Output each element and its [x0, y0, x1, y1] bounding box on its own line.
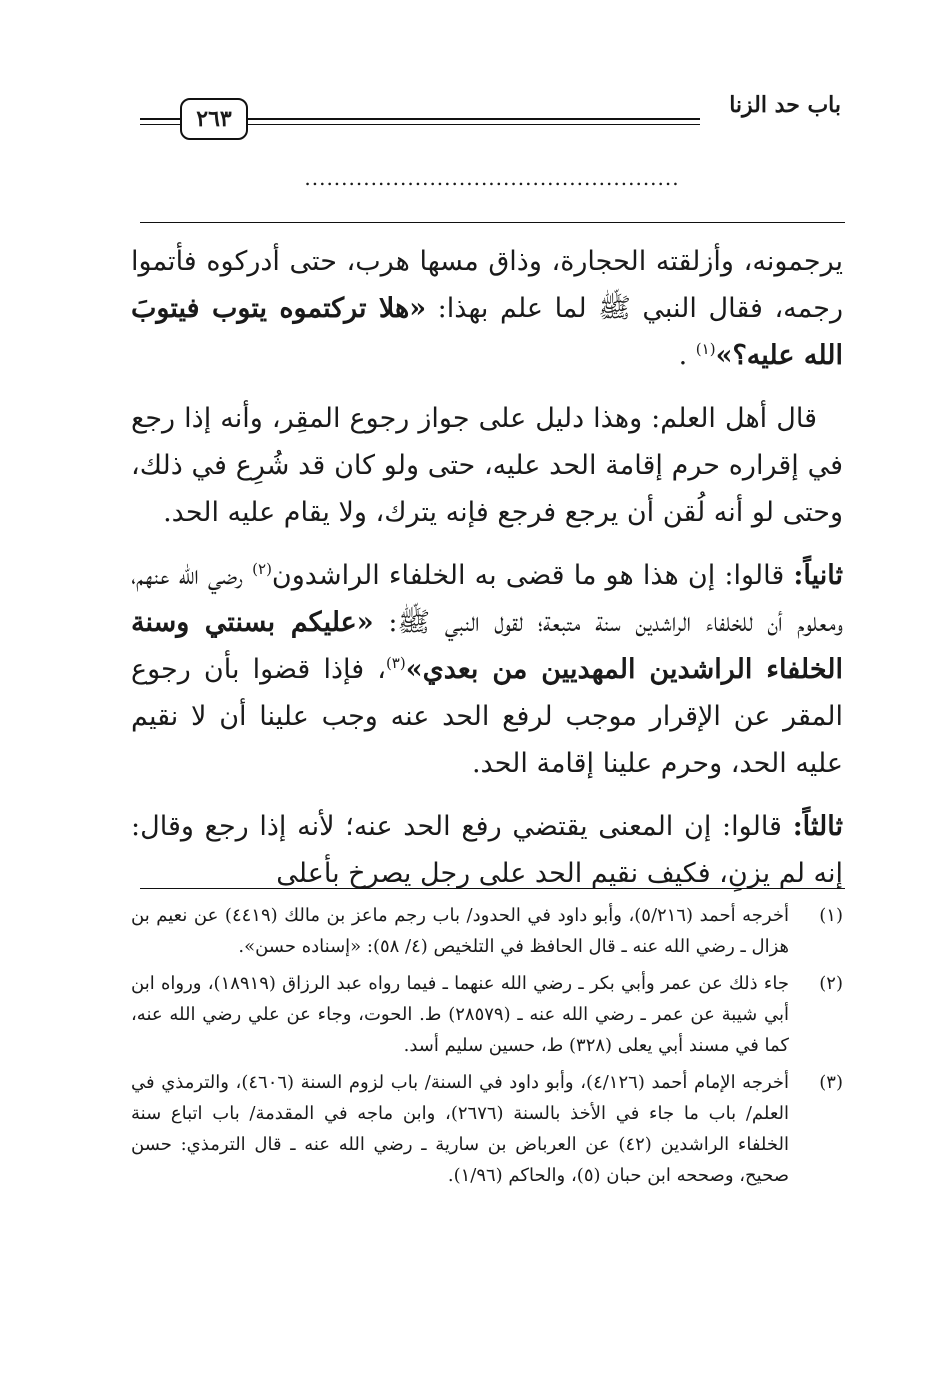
footnote-number: (٣): [819, 1072, 843, 1093]
footnote-ref-3: (٣): [385, 654, 406, 672]
paragraph-3-text-1: قالوا: إن هذا هو ما قضى به الخلفاء الراشدون: [271, 560, 794, 591]
paragraph-1-text: يرجمونه، وأزلقته الحجارة، وذاق مسها هرب، حتى أدركوه فأتموا رجمه، فقال النبي ﷺ لما علم بهذا:: [131, 246, 843, 324]
footnote-ref-1: (١): [695, 340, 716, 358]
footnotes: [131, 900, 843, 1197]
paragraph-1: [131, 238, 843, 379]
dotted-separator: ...................................................: [304, 166, 680, 190]
footnote-1: [131, 900, 843, 962]
footnote-2: [131, 968, 843, 1061]
footnote-text: جاء ذلك عن عمر وأبي بكر ـ رضي الله عنهما ـ فيما رواه عبد الرزاق (١٨٩١٩)، ورواه ابن أبي شيبة عن عمر ـ رضي الله عنه ـ (٢٨٥٧٩) ط. الحوت، وجاء عن علي رضي الله عنه، كما في مسند أبي يعلى (٣٢٨) ط، حسين سليم أسد.: [131, 973, 789, 1056]
footnote-text: أخرجه أحمد (٥/٢١٦)، وأبو داود في الحدود/ باب رجم ماعز بن مالك (٤٤١٩) عن نعيم بن هزال ـ رضي الله عنه ـ قال الحافظ في التلخيص (٤/ ٥٨): «إسناده حسن».: [131, 905, 789, 957]
running-head: باب حد الزنا: [729, 92, 841, 118]
top-rule: [140, 222, 845, 223]
hadith-quote-2: «عليكم بسنتي وسنة الخلفاء الراشدين المهديين من بعدي»: [131, 607, 843, 685]
paragraph-3-text-2: رضي الله عنهم، ومعلوم أن للخلفاء الراشدين سنة متبعة؛ لقول النبي ﷺ:: [131, 560, 844, 638]
footnote-text: أخرجه الإمام أحمد (٤/١٢٦)، وأبو داود في السنة/ باب لزوم السنة (٤٦٠٦)، والترمذي في العلم/ باب ما جاء في الأخذ بالسنة (٢٦٧٦)، وابن ماجه في المقدمة/ باب اتباع سنة الخلفاء الراشدين (٤٢) عن العرباض بن سارية ـ رضي الله عنه ـ قال الترمذي: حسن صحيح، وصححه ابن حبان (٥)، والحاكم (١/٩٦).: [131, 1072, 790, 1186]
point-two-label: ثانياً:: [793, 560, 843, 591]
footnote-3: [131, 1067, 843, 1191]
paragraph-3: [131, 552, 843, 787]
hadith-quote-1: «هلا تركتموه يتوب فيتوبَ الله عليه؟»: [131, 293, 843, 371]
paragraph-3-text-3: ، فإذا قضوا بأن رجوع المقر عن الإقرار موجب لرفع الحد عنه وجب علينا أن لا نقيم عليه الحد، وحرم علينا إقامة الحد.: [131, 654, 843, 779]
page-number: ٢٦٣: [180, 98, 248, 140]
paragraph-2: قال أهل العلم: وهذا دليل على جواز رجوع المقِر، وأنه إذا رجع في إقراره حرم إقامة الحد عليه، حتى ولو كان قد شُرِع في ذلك، وحتى لو أنه لُقن أن يرجع فرجع فإنه يترك، ولا يقام عليه الحد.: [131, 403, 843, 528]
point-three-label: ثالثاً:: [792, 811, 843, 842]
paragraph-1-end: .: [678, 340, 688, 371]
footnote-ref-2: (٢): [252, 560, 272, 578]
body-text: [131, 238, 843, 897]
paragraph-4-text: قالوا: إن المعنى يقتضي رفع الحد عنه؛ لأنه إذا رجع وقال: إنه لم يزنِ، فكيف نقيم الحد على رجل يصرخ بأعلى: [131, 811, 843, 889]
footnote-number: (١): [819, 905, 843, 926]
footnote-number: (٢): [819, 973, 843, 994]
paragraph-4: [131, 803, 843, 897]
footnote-rule: [140, 888, 845, 889]
